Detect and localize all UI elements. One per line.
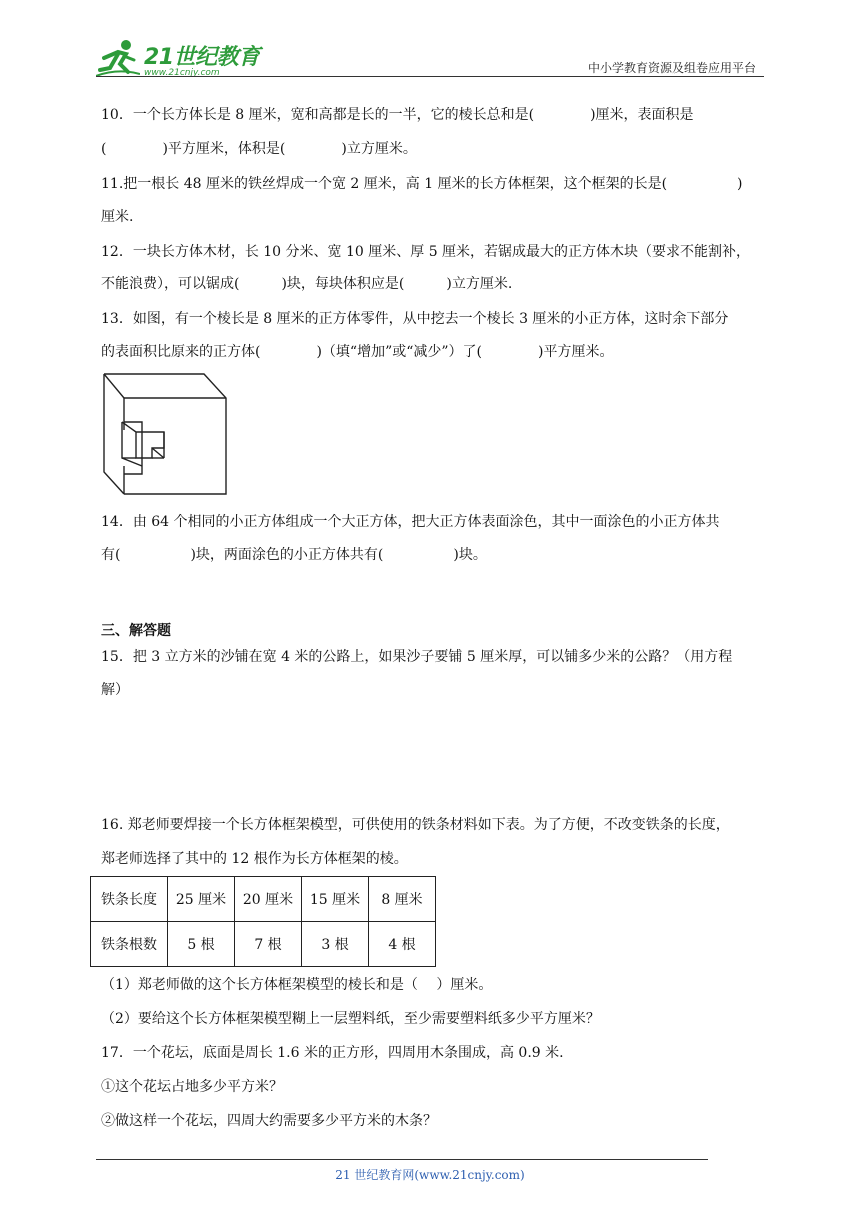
runner-logo-icon bbox=[96, 38, 140, 78]
question-10-line-2: ( )平方厘米，体积是( )立方厘米。 bbox=[101, 141, 417, 157]
question-15-line-2: 解） bbox=[101, 682, 129, 698]
section-title-answer-questions: 三、解答题 bbox=[101, 623, 171, 639]
question-16-line-1: 16. 郑老师要焊接一个长方体框架模型，可供使用的铁条材料如下表。为了方便，不改变铁条的长度， bbox=[101, 817, 730, 833]
question-11-line-1: 11.把一根长 48 厘米的铁丝焊成一个宽 2 厘米，高 1 厘米的长方体框架，这个框架的长是( ) bbox=[101, 176, 743, 192]
question-12-line-1: 12．一块长方体木材，长 10 分米、宽 10 厘米、厚 5 厘米，若锯成最大的正方体木块（要求不能割补， bbox=[101, 244, 751, 260]
table-cell: 25 厘米 bbox=[168, 877, 235, 922]
question-15-line-1: 15．把 3 立方米的沙铺在宽 4 米的公路上，如果沙子要铺 5 厘米厚，可以铺多少米的公路？（用方程 bbox=[101, 649, 733, 665]
site-logo bbox=[96, 34, 260, 78]
footer-divider bbox=[96, 1159, 708, 1160]
question-17-sub-2: ②做这样一个花坛，四周大约需要多少平方米的木条？ bbox=[101, 1113, 437, 1129]
table-cell: 15 厘米 bbox=[302, 877, 369, 922]
question-11-line-2: 厘米. bbox=[101, 209, 134, 225]
question-13-line-1: 13．如图，有一个棱长是 8 厘米的正方体零件，从中挖去一个棱长 3 厘米的小正方体，这时余下部分 bbox=[101, 311, 729, 327]
cube-with-cutout-figure bbox=[102, 370, 228, 498]
question-16-line-2: 郑老师选择了其中的 12 根作为长方体框架的棱。 bbox=[101, 851, 408, 867]
logo-title: 21世纪教育 bbox=[144, 45, 260, 70]
table-row bbox=[91, 922, 436, 967]
table-cell: 20 厘米 bbox=[235, 877, 302, 922]
question-14-line-2: 有( )块，两面涂色的小正方体共有( )块。 bbox=[101, 547, 487, 563]
footer-link[interactable]: 21 世纪教育网(www.21cnjy.com) bbox=[335, 1168, 525, 1182]
table-cell: 8 厘米 bbox=[369, 877, 436, 922]
table-cell: 铁条根数 bbox=[91, 922, 168, 967]
question-10-line-1: 10．一个长方体长是 8 厘米，宽和高都是长的一半，它的棱长总和是( )厘米，表面积是 bbox=[101, 107, 694, 123]
header-tagline: 中小学教育资源及组卷应用平台 bbox=[587, 61, 756, 75]
table-cell: 7 根 bbox=[235, 922, 302, 967]
header-divider bbox=[96, 76, 764, 77]
question-16-sub-2: （2）要给这个长方体框架模型糊上一层塑料纸，至少需要塑料纸多少平方厘米？ bbox=[101, 1011, 600, 1027]
table-cell: 5 根 bbox=[168, 922, 235, 967]
question-13-line-2: 的表面积比原来的正方体( )（填“增加”或“减少”）了( )平方厘米。 bbox=[101, 344, 614, 360]
question-17-sub-1: ①这个花坛占地多少平方米？ bbox=[101, 1079, 283, 1095]
question-12-line-2: 不能浪费），可以锯成( )块，每块体积应是( )立方厘米. bbox=[101, 276, 513, 292]
question-16-sub-1: （1）郑老师做的这个长方体框架模型的棱长和是（ ）厘米。 bbox=[101, 977, 493, 993]
question-17-line-1: 17．一个花坛，底面是周长 1.6 米的正方形，四周用木条围成，高 0.9 米. bbox=[101, 1045, 564, 1061]
logo-url: www.21cnjy.com bbox=[144, 68, 220, 78]
iron-bar-material-table bbox=[90, 876, 436, 967]
question-14-line-1: 14．由 64 个相同的小正方体组成一个大正方体，把大正方体表面涂色，其中一面涂色的小正方体共 bbox=[101, 514, 720, 530]
table-cell: 3 根 bbox=[302, 922, 369, 967]
table-cell: 4 根 bbox=[369, 922, 436, 967]
table-row bbox=[91, 877, 436, 922]
table-cell: 铁条长度 bbox=[91, 877, 168, 922]
